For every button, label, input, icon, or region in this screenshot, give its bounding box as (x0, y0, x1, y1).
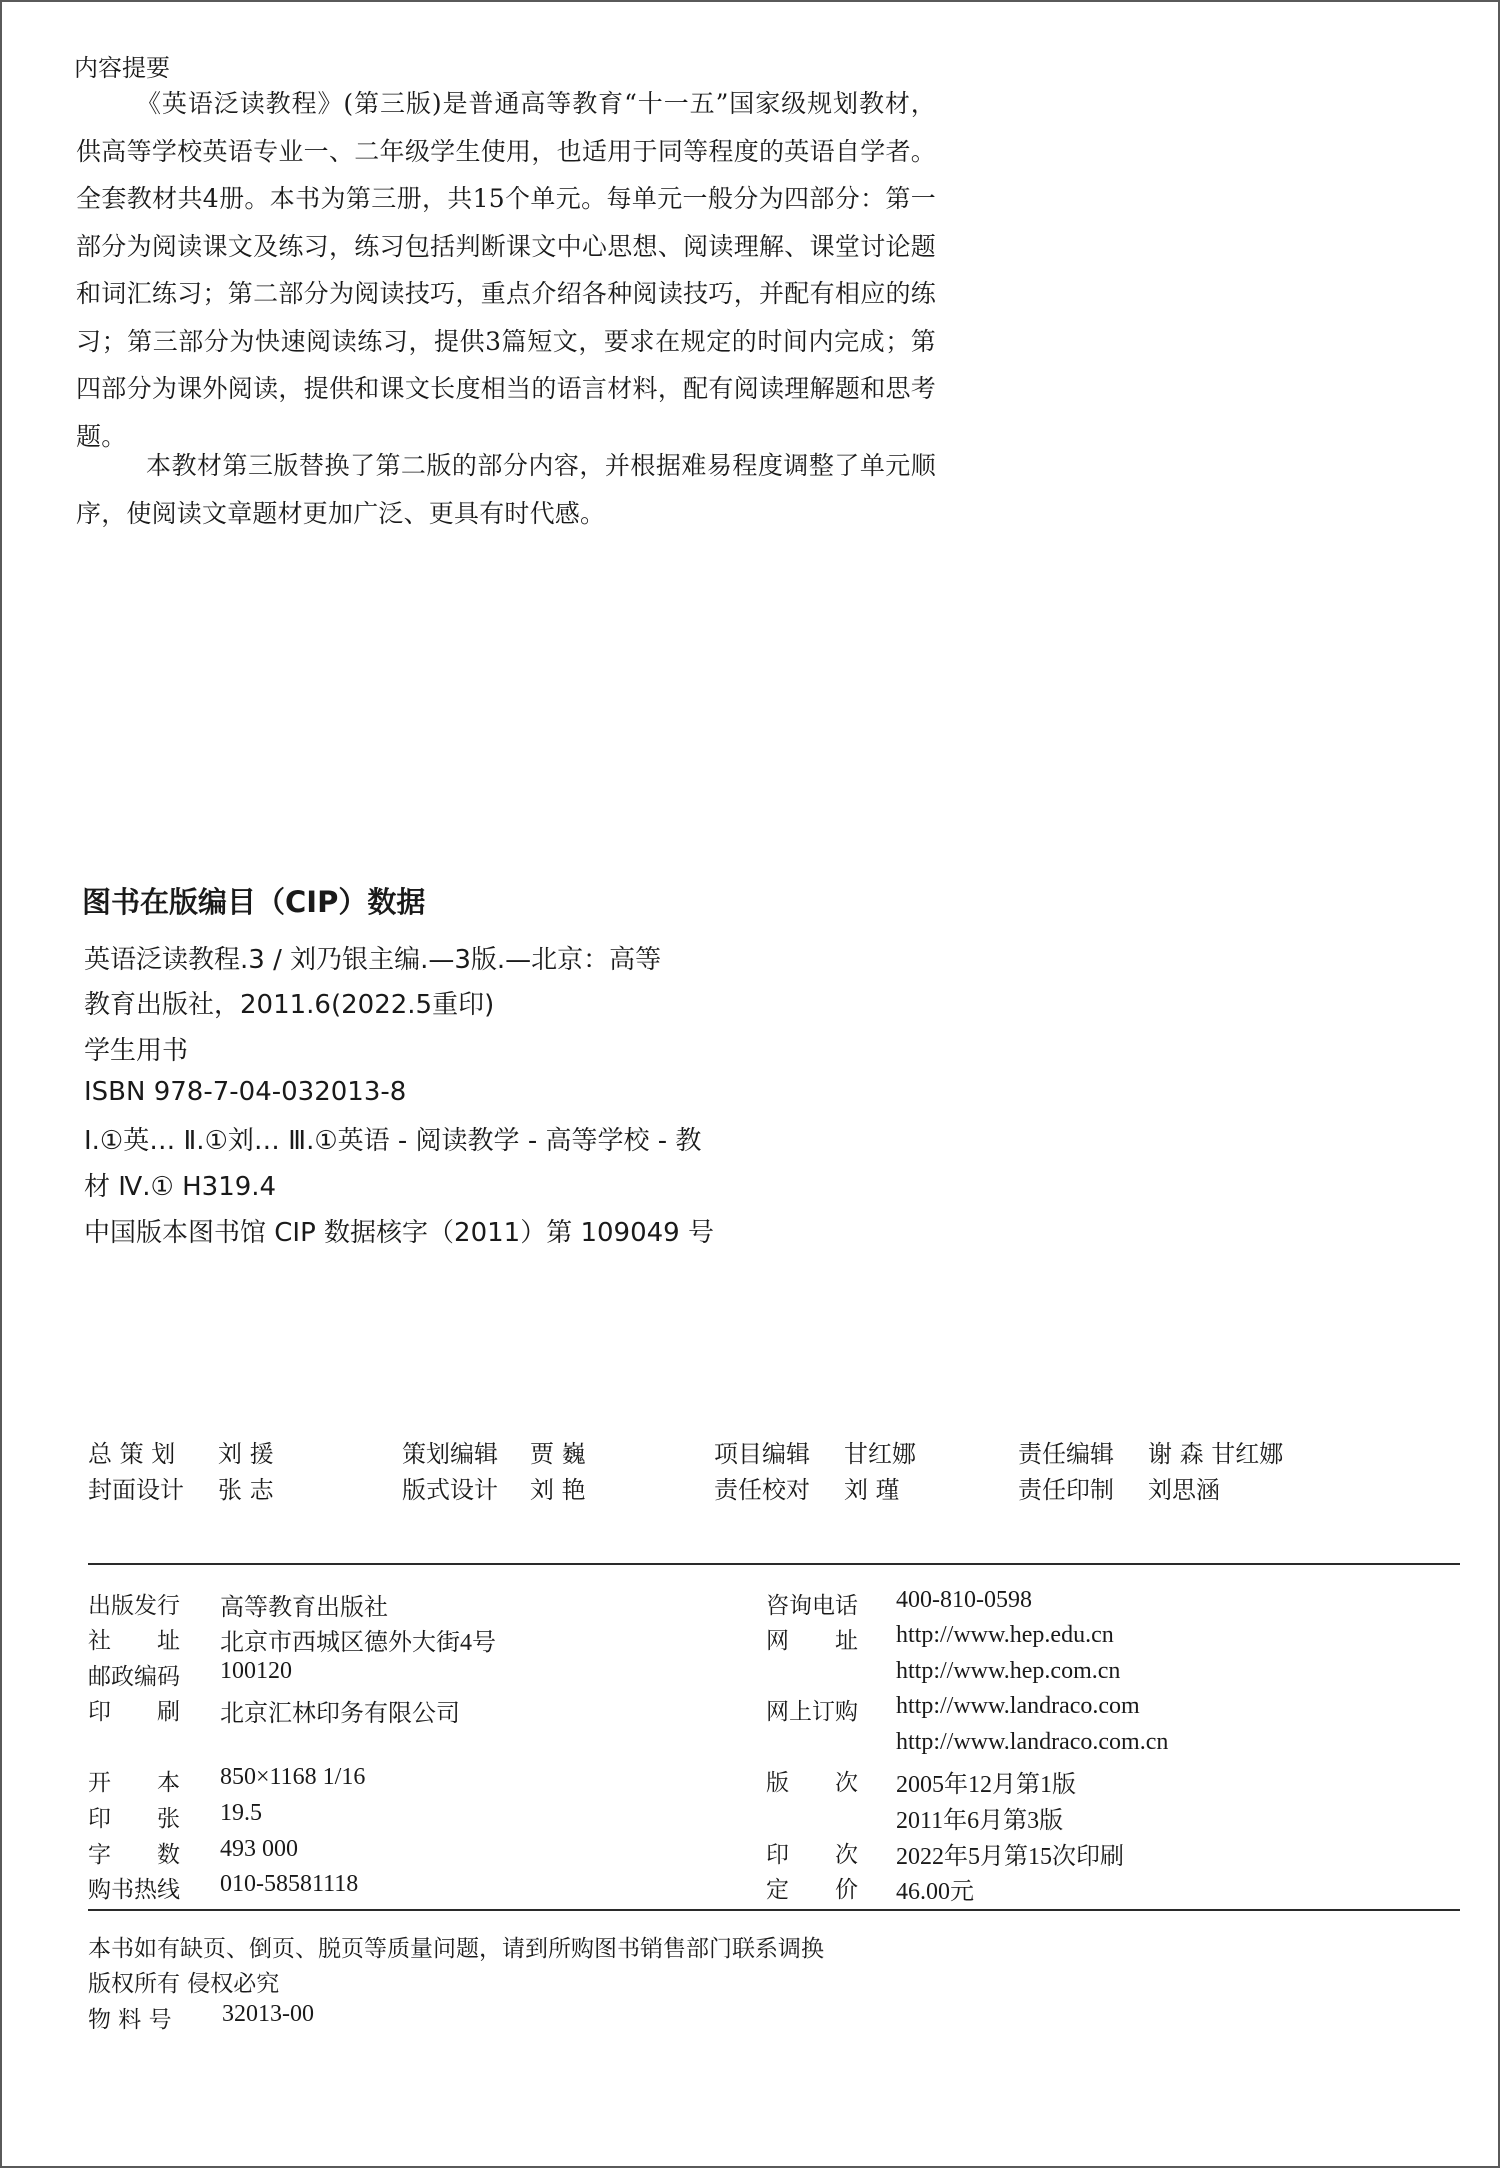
pub-value: 2005年12月第1版 (896, 1772, 1076, 1798)
credit-name: 刘思涵 (1148, 1476, 1220, 1504)
divider-rule (88, 1563, 1460, 1565)
credit-role: 责任编辑 (1018, 1440, 1114, 1468)
credit-name: 刘 瑾 (844, 1476, 900, 1504)
credit-role: 总 策 划 (88, 1440, 176, 1468)
pub-value: 2011年6月第3版 (896, 1808, 1064, 1834)
pub-label: 印 张 (88, 1806, 180, 1832)
material-number: 32013-00 (222, 2001, 314, 2027)
pub-value: 北京汇林印务有限公司 (220, 1701, 460, 1727)
pub-label: 字 数 (88, 1842, 180, 1868)
cip-line: 学生用书 (84, 1036, 189, 1066)
pub-value: 400-810-0598 (896, 1587, 1032, 1613)
order-link[interactable]: http://www.landraco.com.cn (896, 1729, 1169, 1755)
summary-title: 内容提要 (74, 54, 170, 82)
cip-line: 中国版本图书馆 CIP 数据核字（2011）第 109049 号 (84, 1218, 714, 1248)
credit-role: 责任印制 (1018, 1476, 1114, 1504)
pub-label: 版 次 (766, 1770, 858, 1796)
summary-paragraph-2: 本教材第三版替换了第二版的部分内容，并根据难易程度调整了单元顺序，使阅读文章题材更加广泛、更具有时代感。 (76, 451, 936, 528)
pub-value: 850×1168 1/16 (220, 1764, 366, 1790)
pub-label: 出版发行 (88, 1593, 180, 1619)
copyright-notice: 版权所有 侵权必究 (88, 1971, 280, 1997)
credit-role: 策划编辑 (402, 1440, 498, 1468)
website-link[interactable]: http://www.hep.edu.cn (896, 1622, 1114, 1648)
credit-role: 封面设计 (88, 1476, 184, 1504)
pub-label: 咨询电话 (766, 1593, 858, 1619)
divider-rule (88, 1909, 1460, 1911)
pub-value: 493 000 (220, 1836, 298, 1862)
pub-value: 北京市西城区德外大街4号 (220, 1630, 496, 1656)
credit-name: 刘 援 (218, 1440, 274, 1468)
order-link[interactable]: http://www.landraco.com (896, 1693, 1140, 1719)
pub-label: 印 刷 (88, 1699, 180, 1725)
credit-name: 贾 巍 (530, 1440, 586, 1468)
cip-line: 教育出版社，2011.6(2022.5重印) (84, 990, 495, 1020)
pub-value: 100120 (220, 1658, 292, 1684)
credit-role: 项目编辑 (714, 1440, 810, 1468)
pub-label: 网 址 (766, 1628, 858, 1654)
quality-notice: 本书如有缺页、倒页、脱页等质量问题，请到所购图书销售部门联系调换 (88, 1936, 824, 1962)
website-link[interactable]: http://www.hep.com.cn (896, 1658, 1121, 1684)
pub-value: 2022年5月第15次印刷 (896, 1844, 1124, 1870)
material-label: 物 料 号 (88, 2007, 172, 2033)
pub-label: 网上订购 (766, 1699, 858, 1725)
pub-value: 010-58581118 (220, 1871, 359, 1897)
cip-isbn: ISBN 978-7-04-032013-8 (84, 1077, 407, 1107)
pub-label: 开 本 (88, 1770, 180, 1796)
pub-value: 19.5 (220, 1800, 262, 1826)
pub-label: 购书热线 (88, 1877, 180, 1903)
cip-title: 图书在版编目（CIP）数据 (82, 885, 426, 919)
credit-role: 版式设计 (402, 1476, 498, 1504)
credit-name: 甘红娜 (844, 1440, 916, 1468)
price-value: 46.00元 (896, 1879, 974, 1905)
pub-label: 定 价 (766, 1877, 858, 1903)
pub-label: 社 址 (88, 1628, 180, 1654)
credit-name: 谢 森 甘红娜 (1148, 1440, 1284, 1468)
pub-value: 高等教育出版社 (220, 1595, 388, 1621)
pub-label: 印 次 (766, 1842, 858, 1868)
credit-role: 责任校对 (714, 1476, 810, 1504)
pub-label: 邮政编码 (88, 1664, 180, 1690)
credit-name: 张 志 (218, 1476, 274, 1504)
cip-line: 英语泛读教程.3 / 刘乃银主编.—3版.—北京：高等 (84, 945, 662, 975)
cip-line: 材 Ⅳ.① H319.4 (84, 1172, 277, 1202)
credit-name: 刘 艳 (530, 1476, 586, 1504)
cip-line: Ⅰ.①英… Ⅱ.①刘… Ⅲ.①英语 - 阅读教学 - 高等学校 - 教 (84, 1126, 702, 1156)
summary-paragraph-1: 《英语泛读教程》(第三版)是普通高等教育“十一五”国家级规划教材，供高等学校英语专业一、二年级学生使用，也适用于同等程度的英语自学者。全套教材共4册。本书为第三册，共15个单元。每单元一般分为四部分：第一部分为阅读课文及练习，练习包括判断课文中心思想、阅读理解、课堂讨论题和词汇练习；第二部分为阅读技巧，重点介绍各种阅读技巧，并配有相应的练习；第三部分为快速阅读练习，提供3篇短文，要求在规定的时间内完成；第四部分为课外阅读，提供和课文长度相当的语言材料，配有阅读理解题和思考题。 (76, 89, 936, 451)
